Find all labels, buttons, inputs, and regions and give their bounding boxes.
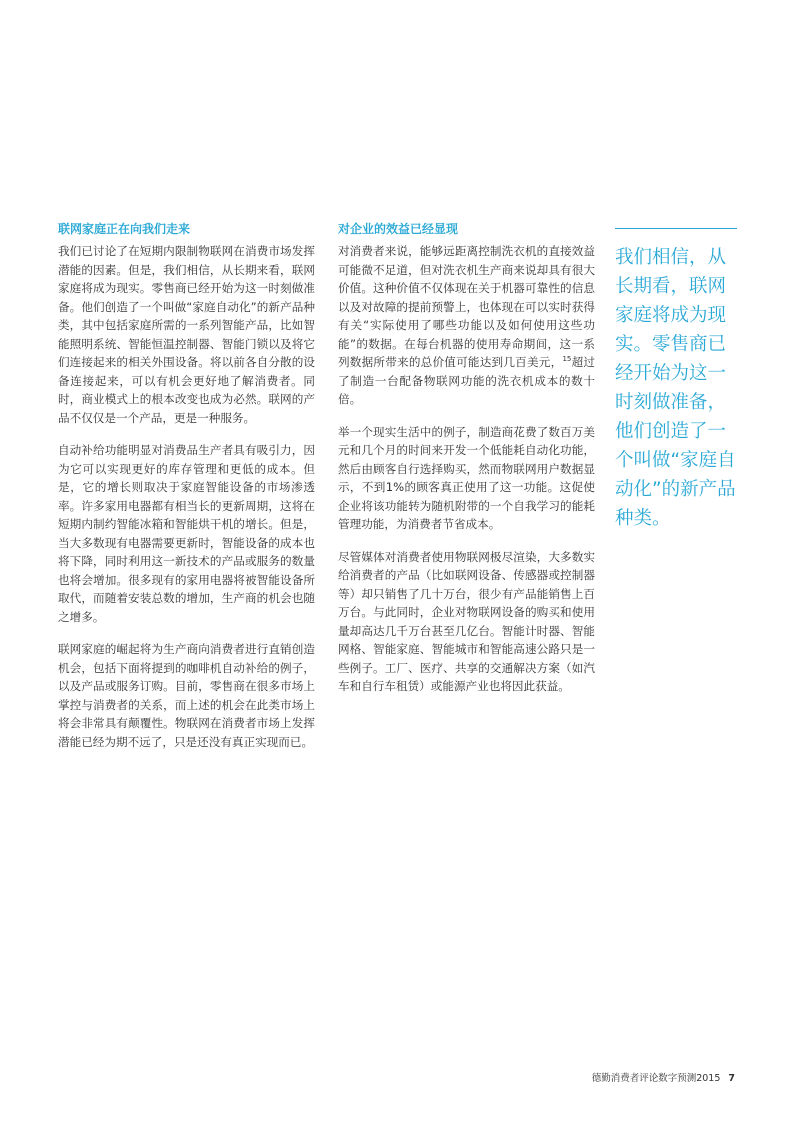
footnote-reference: 15 [562, 355, 572, 364]
pull-quote-text: 我们相信，从长期看，联网家庭将成为现实。零售商已经开始为这一时刻做准备，他们创造了一个叫做“家庭自动化”的新产品种类。 [615, 247, 736, 529]
section-heading-enterprise-benefits: 对企业的效益已经显现 [338, 222, 459, 236]
body-paragraph: 尽管媒体对消费者使用物联网极尽渲染，大多数实给消费者的产品（比如联网设备、传感器或控制器等）却只销售了几十万台，很少有产品能销售上百万台。与此同时，企业对物联网设备的购买和使用量却高达几千万台甚至几亿台。智能计时器、智能网格、智能家庭、智能城市和智能高速公路只是一些例子。工厂、医疗、共享的交通解决方案（如汽车和自行车租赁）或能源产业也将因此获益。 [338, 549, 595, 693]
middle-column [338, 220, 595, 710]
body-text: 超过了制造一台配备物联网功能的洗衣机成本的数十倍。 [338, 355, 595, 406]
body-paragraph: 举一个现实生活中的例子，制造商花费了数百万美元和几个月的时间来开发一个低能耗自动化功能，然后由顾客自行选择购买，然而物联网用户数据显示，不到1%的顾客真正使用了这一功能。这促使企业将该功能转为随机附带的一个自我学习的能耗管理功能，为消费者节省成本。 [338, 424, 595, 531]
left-column [58, 220, 315, 765]
body-text: 对消费者来说，能够远距离控制洗衣机的直接效益可能微不足道，但对洗衣机生产商来说却具有很大价值。这种价值不仅体现在关于机器可靠性的信息以及对故障的提前预警上，也体现在可以实时获得有关“实际使用了哪些功能以及如何使用这些功能”的数据。在每台机器的使用寿命期间，这一系列数据所带来的总价值可能达到几百美元， [338, 244, 595, 369]
body-paragraph [338, 242, 595, 409]
body-paragraph: 联网家庭的崛起将为生产商向消费者进行直销创造机会，包括下面将提到的咖啡机自动补给的例子，以及产品或服务订购。目前，零售商在很多市场上掌控与消费者的关系，而上述的机会在此类市场上将会非常具有颠覆性。物联网在消费者市场上发挥潜能已经为期不远了，只是还没有真正实现而已。 [58, 642, 315, 749]
page-footer [592, 1070, 735, 1084]
body-paragraph: 我们已讨论了在短期内限制物联网在消费市场发挥潜能的因素。但是，我们相信，从长期来看，联网家庭将成为现实。零售商已经开始为这一时刻做准备。他们创造了一个叫做“家庭自动化”的新产品种类，其中包括家庭所需的一系列智能产品，比如智能照明系统、智能恒温控制器、智能门锁以及将它们连接起来的相关外围设备。将以前各自分散的设备连接起来，可以有机会更好地了解消费者。同时，商业模式上的根本改变也成为必然。联网的产品不仅仅是一个产品，更是一种服务。 [58, 244, 315, 425]
section-heading-connected-home: 联网家庭正在向我们走来 [58, 222, 191, 236]
pull-quote [615, 228, 737, 533]
publication-title: 德勤消费者评论数字预测2015 [591, 1073, 721, 1084]
page-number: 7 [728, 1073, 735, 1084]
body-paragraph: 自动补给功能明显对消费品生产者具有吸引力，因为它可以实现更好的库存管理和更低的成本。但是，它的增长则取决于家庭智能设备的市场渗透率。许多家用电器都有相当长的更新周期，这将在短期内制约智能冰箱和智能烘干机的增长。但是，当大多数现有电器需要更新时，智能设备的成本也将下降，同时利用这一新技术的产品或服务的数量也将会增加。很多现有的家用电器将被智能设备所取代，而随着安装总数的增加，生产商的机会也随之增多。 [58, 443, 315, 624]
